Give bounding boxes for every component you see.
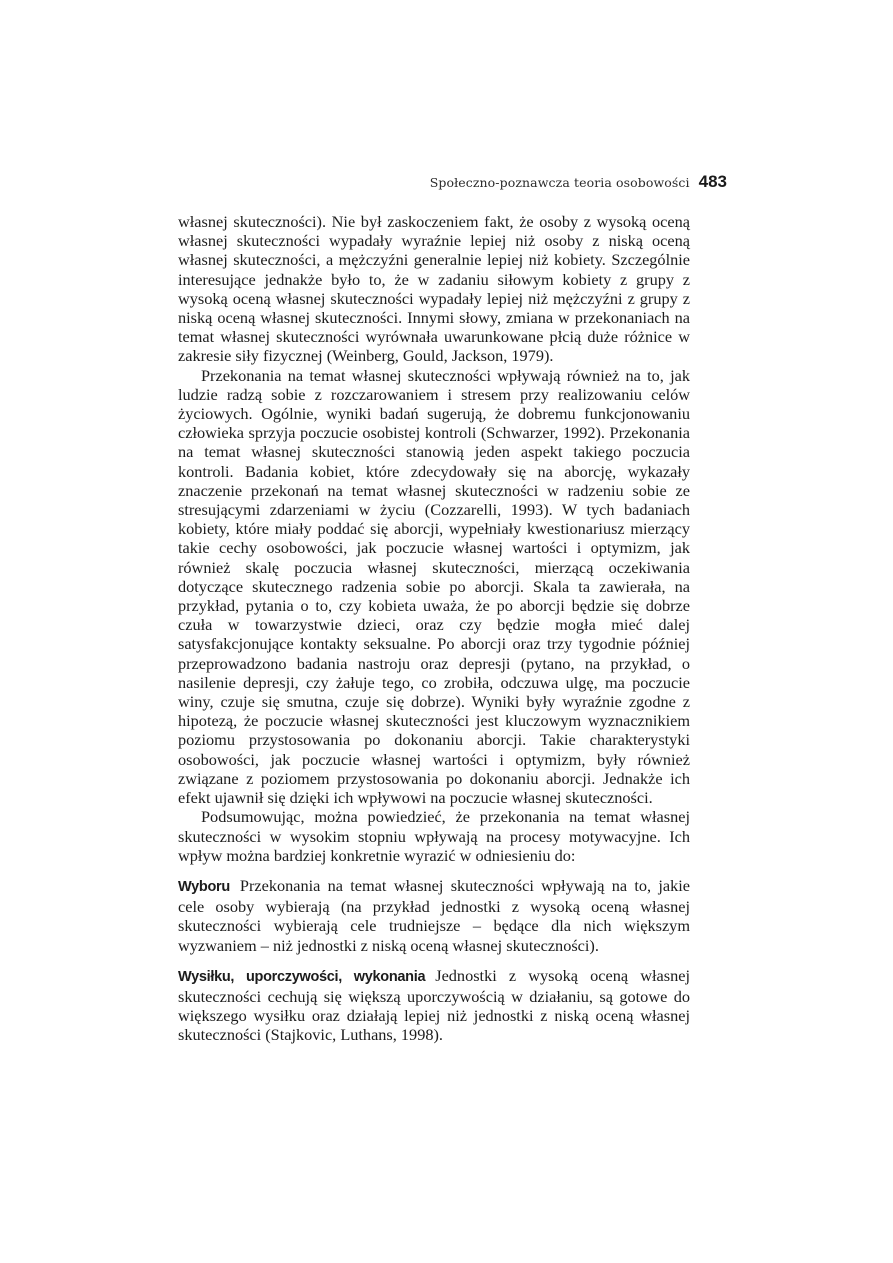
term-text-choice: Przekonania na temat własnej skuteczności wpływają na to, jakie cele osoby wybierają (na przykład jednostki z wysoką oceną własnej skuteczności wybierają cele trudniejsze – będące dla nich większym wyzwaniem – niż jednostki z niską oceną własnej skuteczności). <box>178 875 690 955</box>
running-head <box>178 172 727 192</box>
term-paragraph-choice <box>178 876 690 955</box>
paragraph-continuation: własnej skuteczności). Nie był zaskoczeniem fakt, że osoby z wysoką oceną własnej skuteczności wypadały wyraźnie lepiej niż osoby z niską oceną własnej skuteczności, a mężczyźni generalnie lepiej niż kobiety. Szczególnie interesujące jednakże było to, że w zadaniu siłowym kobiety z grupy z wysoką oceną własnej skuteczności wypadały lepiej niż mężczyźni z grupy z niską oceną własnej skuteczności. Innymi słowy, zmiana w przekonaniach na temat własnej skuteczności wyrównała uwarunkowane płcią duże różnice w zakresie siły fizycznej (Weinberg, Gould, Jackson, 1979). <box>178 212 690 366</box>
term-text-effort: Jednostki z wysoką oceną własnej skuteczności cechują się większą uporczywością w działaniu, są gotowe do większego wysiłku oraz działają lepiej niż jednostki z niską oceną własnej skuteczności (Stajkovic, Luthans, 1998). <box>178 965 690 1045</box>
term-label-choice: Wyboru <box>178 878 230 895</box>
term-paragraph-effort <box>178 966 690 1045</box>
paragraph-summary: Podsumowując, można powiedzieć, że przekonania na temat własnej skuteczności w wysokim stopniu wpływają na procesy motywacyjne. Ich wpływ można bardziej konkretnie wyrazić w odniesieniu do: <box>178 807 690 865</box>
term-label-effort: Wysiłku, uporczywości, wykonania <box>178 968 426 985</box>
body-text <box>178 212 690 1045</box>
page-number: 483 <box>698 172 727 191</box>
running-head-title: Społeczno-poznawcza teoria osobowości <box>429 175 690 190</box>
paragraph-coping: Przekonania na temat własnej skuteczności wpływają również na to, jak ludzie radzą sobie z rozczarowaniem i stresem przy realizowaniu celów życiowych. Ogólnie, wyniki badań sugerują, że dobremu funkcjonowaniu człowieka sprzyja poczucie osobistej kontroli (Schwarzer, 1992). Przekonania na temat własnej skuteczności stanowią jeden aspekt takiego poczucia kontroli. Badania kobiet, które zdecydowały się na aborcję, wykazały znaczenie przekonań na temat własnej skuteczności w radzeniu sobie ze stresującymi zdarzeniami w życiu (Cozzarelli, 1993). W tych badaniach kobiety, które miały poddać się aborcji, wypełniały kwestionariusz mierzący takie cechy osobowości, jak poczucie własnej wartości i optymizm, jak również skalę poczucia własnej skuteczności, mierzącą oczekiwania dotyczące skutecznego radzenia sobie po aborcji. Skala ta zawierała, na przykład, pytania o to, czy kobieta uważa, że po aborcji będzie się dobrze czuła w towarzystwie dzieci, oraz czy będzie mogła mieć dalej satysfakcjonujące kontakty seksualne. Po aborcji oraz trzy tygodnie później przeprowadzono badania nastroju oraz depresji (pytano, na przykład, o nasilenie depresji, czy żałuje tego, co zrobiła, odczuwa ulgę, ma poczucie winy, czuje się smutna, czuje się dobrze). Wyniki były wyraźnie zgodne z hipotezą, że poczucie własnej skuteczności jest kluczowym wyznacznikiem poziomu przystosowania po dokonaniu aborcji. Takie charakterystyki osobowości, jak poczucie własnej wartości i optymizm, były również związane z poziomem przystosowania po dokonaniu aborcji. Jednakże ich efekt ujawnił się dzięki ich wpływowi na poczucie własnej skuteczności. <box>178 365 690 808</box>
